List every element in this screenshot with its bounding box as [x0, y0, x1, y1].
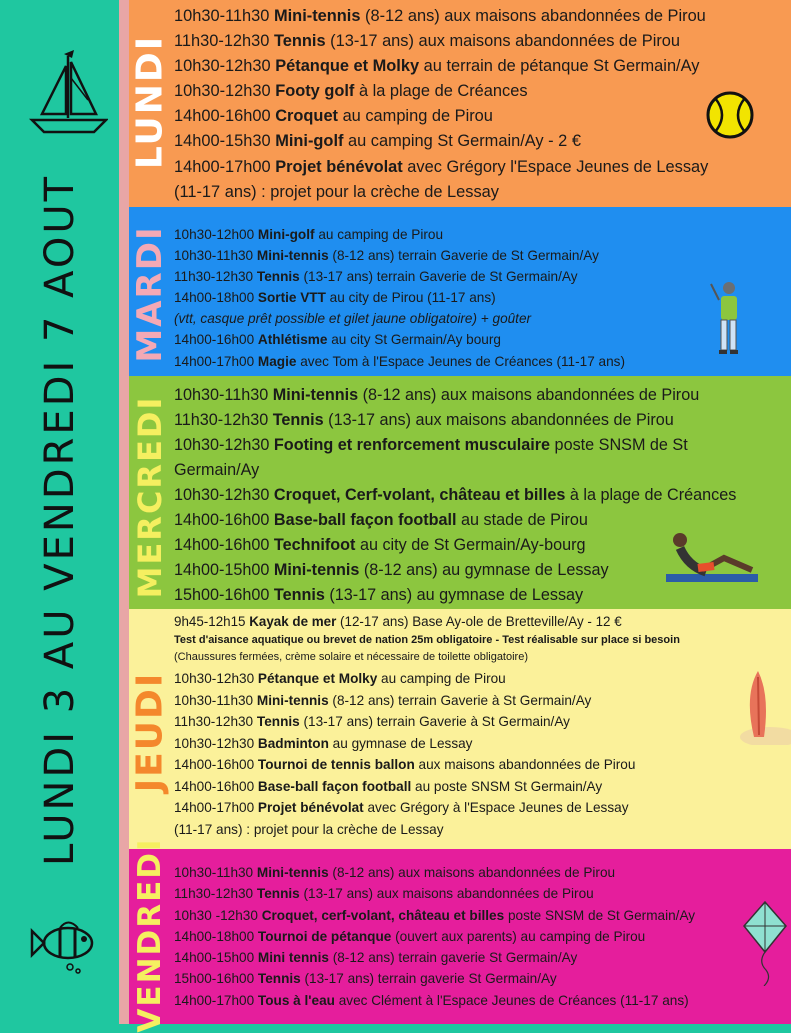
- time: 10h30-12h30: [174, 82, 271, 101]
- sit-up-exercise-icon: [662, 530, 762, 586]
- details: (13-17 ans) terrain Gaverie à St Germain/Ay: [299, 714, 570, 729]
- activity: Mini-tennis: [272, 386, 359, 404]
- schedule-line: [174, 4, 708, 29]
- details: à la plage de Créances: [565, 486, 737, 504]
- schedule-line: [174, 458, 736, 483]
- schedule-line: [174, 483, 736, 508]
- schedule-line: [174, 245, 625, 266]
- schedule-line: [174, 668, 635, 690]
- time: 14h00-16h00: [174, 536, 270, 554]
- details: avec Clément à l'Espace Jeunes de Créances (11-17 ans): [334, 992, 689, 1008]
- time: 14h00-15h00: [174, 950, 255, 966]
- schedule-line: [174, 947, 695, 968]
- day-label-text: VENDREDI: [132, 837, 168, 1033]
- schedule-line: [174, 266, 625, 287]
- surfboard-icon: [730, 665, 791, 745]
- day-label-text: JEUDI: [129, 671, 171, 793]
- column-divider: [119, 0, 129, 1024]
- details: (vtt, casque prêt possible et gilet jaune obligatoire) + goûter: [174, 311, 532, 327]
- page-title-text: LUNDI 3 AU VENDREDI 7 AOUT: [37, 173, 83, 867]
- golfer-icon: [705, 280, 751, 360]
- details: avec Grégory l'Espace Jeunes de Lessay: [402, 157, 709, 176]
- time: 10h30-11h30: [174, 865, 254, 880]
- details: au city de Pirou (11-17 ans): [325, 290, 496, 306]
- details: (11-17 ans) : projet pour la crèche de Lessay: [174, 821, 444, 837]
- schedule-line: [174, 79, 708, 104]
- schedule-line: [174, 29, 708, 54]
- clownfish-icon: [30, 915, 106, 975]
- schedule-line: [174, 408, 736, 433]
- details: (8-12 ans) terrain gaverie St Germain/Ay: [328, 950, 578, 966]
- activity: Badminton: [257, 735, 329, 751]
- activity: Tennis: [273, 32, 326, 51]
- time: 15h00-16h00: [174, 586, 270, 604]
- time: 11h30-12h30: [174, 269, 254, 285]
- details: Germain/Ay: [174, 461, 260, 479]
- schedule-line: [174, 905, 695, 926]
- schedule-line: [174, 968, 695, 989]
- schedule-line: [174, 533, 736, 558]
- day-label-text: MERCREDI: [131, 395, 169, 599]
- schedule-line: [174, 711, 635, 733]
- details: au camping de Pirou: [377, 671, 506, 686]
- tennis-ball-icon: [705, 90, 755, 140]
- details: (13-17 ans) au gymnase de Lessay: [324, 586, 584, 604]
- jeudi-header: [174, 612, 680, 665]
- details: (13-17 ans) aux maisons abandonnées de Pirou: [299, 886, 594, 902]
- time: 15h00-16h00: [174, 971, 255, 987]
- details: à la plage de Créances: [354, 82, 528, 101]
- schedule-line: [174, 612, 680, 631]
- activity: Tennis: [273, 586, 325, 604]
- activity: Pétanque et Molky: [257, 671, 378, 686]
- schedule-line: [174, 990, 695, 1011]
- details: (12-17 ans) Base Ay-ole de Bretteville/Ay - 12 €: [336, 614, 622, 629]
- equipment-note: (Chaussures fermées, crème solaire et nécessaire de toilette obligatoire): [174, 651, 528, 663]
- time: 11h30-12h30: [174, 886, 254, 902]
- schedule-line: [174, 351, 625, 372]
- details: au gymnase de Lessay: [328, 735, 473, 751]
- details: au stade de Pirou: [456, 511, 588, 529]
- details: (8-12 ans) aux maisons abandonnées de Pirou: [328, 865, 616, 880]
- activity: Tennis: [256, 714, 300, 729]
- vendredi-lines: [174, 862, 695, 1011]
- time: 14h00-18h00: [174, 290, 255, 306]
- details: (8-12 ans) terrain Gaverie de St Germain/Ay: [328, 248, 599, 264]
- details: (8-12 ans) aux maisons abandonnées de Pirou: [360, 7, 706, 25]
- activity: Footy golf: [275, 82, 355, 101]
- jeudi-lines: [174, 668, 635, 840]
- activity: Croquet, cerf-volant, château et billes: [261, 907, 505, 923]
- details: au terrain de pétanque St Germain/Ay: [419, 57, 700, 76]
- details: au city de St Germain/Ay-bourg: [355, 536, 586, 554]
- schedule-line: [174, 733, 635, 755]
- sailboat-icon: [28, 48, 108, 140]
- details: au camping de Pirou: [338, 107, 493, 126]
- kite-icon: [740, 900, 790, 986]
- activity: Athlétisme: [257, 332, 328, 348]
- schedule-line: [174, 129, 708, 154]
- schedule-line: [174, 287, 625, 308]
- time: 14h00-16h00: [174, 332, 255, 348]
- activity: Mini-tennis: [256, 692, 329, 708]
- activity: Base-ball façon football: [273, 511, 457, 529]
- activity: Technifoot: [273, 536, 356, 554]
- activity: Mini-tennis: [256, 248, 329, 264]
- details: (13-17 ans) terrain Gaverie de St Germain/Ay: [299, 269, 578, 285]
- details: au camping de Pirou: [314, 227, 444, 242]
- details: (8-12 ans) au gymnase de Lessay: [359, 561, 609, 579]
- time: 10h30-12h30: [174, 436, 270, 454]
- schedule-line: [174, 862, 695, 883]
- activity: Mini-golf: [275, 132, 344, 151]
- time: 14h00-17h00: [174, 992, 255, 1008]
- details: (13-17 ans) aux maisons abandonnées de Pirou: [323, 411, 674, 429]
- time: 10h30-12h30: [174, 486, 270, 504]
- details: (8-12 ans) terrain Gaverie à St Germain/Ay: [328, 692, 592, 708]
- details: (13-17 ans) terrain gaverie St Germain/Ay: [300, 971, 557, 987]
- details: (11-17 ans) : projet pour la crèche de Lessay: [174, 182, 499, 201]
- schedule-line: [174, 104, 708, 129]
- activity: Tous à l'eau: [257, 992, 335, 1008]
- time: 9h45-12h15: [174, 614, 246, 629]
- activity: Tournoi de tennis ballon: [257, 757, 415, 772]
- details: (ouvert aux parents) au camping de Pirou: [391, 928, 646, 944]
- time: 10h30-12h30: [174, 57, 271, 76]
- schedule-line: [174, 558, 736, 583]
- schedule-line: [174, 926, 695, 947]
- time: 14h00-17h00: [174, 800, 255, 815]
- schedule-line: [174, 308, 625, 329]
- time: 14h00-18h00: [174, 928, 255, 944]
- activity: Tennis: [256, 886, 300, 902]
- time: 11h30-12h30: [174, 714, 254, 729]
- schedule-line: [174, 433, 736, 458]
- details: au camping St Germain/Ay - 2 €: [343, 132, 581, 151]
- time: 14h00-15h00: [174, 561, 270, 579]
- activity: Mini-tennis: [273, 7, 361, 25]
- schedule-line: [174, 329, 625, 350]
- mardi-lines: [174, 224, 625, 372]
- time: 10h30-11h30: [174, 386, 269, 404]
- time: 10h30-12h30: [174, 671, 255, 686]
- activity: Croquet, Cerf-volant, château et billes: [273, 486, 566, 504]
- details: avec Tom à l'Espace Jeunes de Créances (11-17 ans): [296, 353, 625, 369]
- time: 10h30-11h30: [174, 248, 254, 264]
- schedule-line: [174, 776, 635, 798]
- activity: Mini-tennis: [273, 561, 360, 579]
- lundi-lines: [174, 4, 708, 205]
- activity: Croquet: [275, 107, 339, 126]
- mercredi-lines: [174, 383, 736, 608]
- schedule-line: [174, 797, 635, 819]
- schedule-line: [174, 383, 736, 408]
- time: 14h00-17h00: [174, 157, 271, 176]
- activity: Tennis: [256, 269, 300, 285]
- activity: Tennis: [272, 411, 324, 429]
- time: 10h30-12h00: [174, 227, 255, 242]
- schedule-line: [174, 155, 708, 180]
- activity: Projet bénévolat: [257, 800, 364, 815]
- schedule-line: [174, 883, 695, 904]
- day-label-text: MARDI: [130, 225, 170, 363]
- time: 14h00-16h00: [174, 778, 255, 794]
- activity: Projet bénévolat: [275, 157, 403, 176]
- details: poste SNSM de St: [550, 436, 688, 454]
- schedule-line: [174, 690, 635, 712]
- time: 14h00-16h00: [174, 511, 270, 529]
- details: aux maisons abandonnées de Pirou: [414, 757, 636, 772]
- schedule-line: [174, 224, 625, 245]
- schedule-line: [174, 819, 635, 841]
- activity: Mini-golf: [257, 227, 315, 242]
- details: (8-12 ans) aux maisons abandonnées de Pirou: [358, 386, 700, 404]
- activity: Magie: [257, 353, 297, 369]
- activity: Pétanque et Molky: [275, 57, 420, 76]
- activity: Tennis: [257, 971, 301, 987]
- time: 14h00-15h30: [174, 132, 271, 151]
- details: poste SNSM de St Germain/Ay: [504, 907, 696, 923]
- time: 11h30-12h30: [174, 32, 270, 51]
- requirement-note: Test d'aisance aquatique ou brevet de nation 25m obligatoire - Test réalisable sur place si besoin: [174, 634, 680, 646]
- schedule-line: [174, 180, 708, 205]
- details: avec Grégory à l'Espace Jeunes de Lessay: [363, 800, 629, 815]
- time: 10h30-12h30: [174, 735, 255, 751]
- schedule-line: [174, 754, 635, 776]
- time: 10h30 -12h30: [174, 907, 258, 923]
- schedule-line: [174, 583, 736, 608]
- schedule-line: [174, 508, 736, 533]
- time: 14h00-16h00: [174, 757, 255, 772]
- time: 14h00-17h00: [174, 353, 255, 369]
- activity: Base-ball façon football: [257, 778, 412, 794]
- details: au city St Germain/Ay bourg: [327, 332, 501, 348]
- details: (13-17 ans) aux maisons abandonnées de Pirou: [325, 32, 681, 51]
- time: 11h30-12h30: [174, 411, 269, 429]
- activity: Footing et renforcement musculaire: [273, 436, 551, 454]
- activity: Tournoi de pétanque: [257, 928, 392, 944]
- activity: Mini-tennis: [256, 865, 329, 880]
- day-label-text: LUNDI: [129, 34, 171, 170]
- time: 14h00-16h00: [174, 107, 271, 126]
- details: au poste SNSM St Germain/Ay: [411, 778, 603, 794]
- time: 10h30-11h30: [174, 692, 254, 708]
- activity: Sortie VTT: [257, 290, 326, 306]
- time: 10h30-11h30: [174, 7, 270, 25]
- activity: Mini tennis: [257, 950, 329, 966]
- activity: Kayak de mer: [249, 614, 337, 629]
- schedule-line: [174, 54, 708, 79]
